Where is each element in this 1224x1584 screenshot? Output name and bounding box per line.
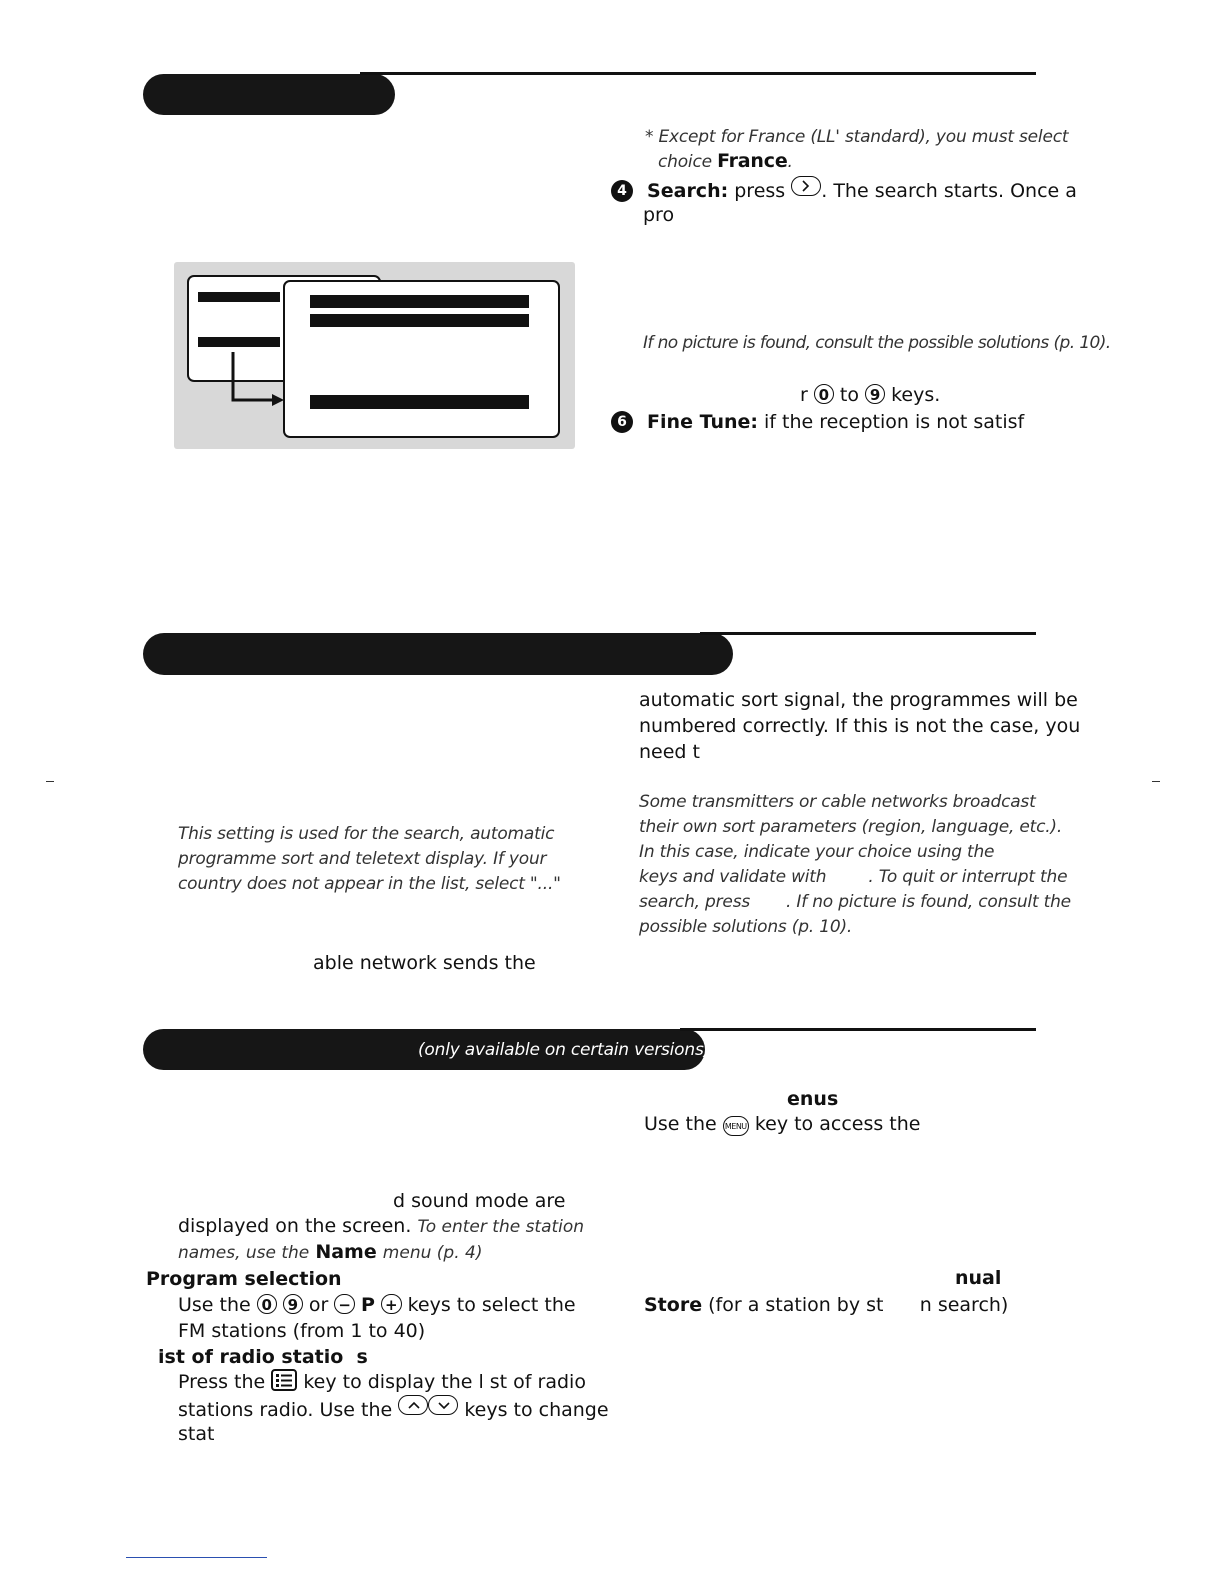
step-5-mid: to — [839, 384, 859, 406]
up-arrow-key-icon — [398, 1395, 428, 1415]
right-arrow-key-icon — [791, 176, 821, 196]
digit-0-key-icon: 0 — [257, 1294, 277, 1314]
sort-note-5 — [639, 890, 1071, 915]
sort-note-1: Some transmitters or cable networks broadcast — [639, 792, 1036, 812]
store-line — [644, 1292, 1008, 1318]
sort-note-5a: search, press — [639, 892, 751, 912]
list-heading-text: ist of radio statio s — [158, 1346, 368, 1368]
list-heading — [158, 1344, 368, 1370]
footer-rule — [126, 1557, 267, 1558]
or-text: or — [308, 1294, 329, 1316]
step-4 — [611, 176, 1077, 204]
digit-9-key-icon: 9 — [283, 1294, 303, 1314]
step-4-number: 4 — [611, 180, 633, 202]
stat-line: stat — [178, 1423, 215, 1445]
list-press-line — [178, 1369, 586, 1395]
country-note-2: programme sort and teletext display. If your — [178, 849, 547, 869]
program-selection-text: Program selection — [146, 1268, 342, 1290]
sort-line-1: automatic sort signal, the programmes will be — [639, 689, 1078, 711]
program-keys-line — [178, 1292, 576, 1318]
menu-key-icon: MENU — [723, 1116, 749, 1136]
use-the: Use the — [178, 1294, 251, 1316]
country-note-3: country does not appear in the list, select "..." — [178, 874, 561, 894]
menu-front-bar-1 — [310, 295, 529, 308]
select-text: keys to select the — [407, 1294, 576, 1316]
sort-line-2: numbered correctly. If this is not the case, you — [639, 715, 1081, 737]
press-the: Press the — [178, 1371, 266, 1393]
country-note-1: This setting is used for the search, automatic — [178, 824, 555, 844]
section-1-rule — [360, 72, 1036, 75]
names-ital-b: menu (p. 4) — [382, 1243, 483, 1263]
sound-mode-line: d sound mode are — [393, 1190, 566, 1212]
menu-line-a: Use the — [644, 1113, 717, 1135]
menus-heading-text: enus — [787, 1088, 839, 1110]
sort-note-4 — [639, 865, 1067, 890]
margin-tick-right — [1152, 781, 1160, 782]
menu-front-bar-2 — [310, 314, 529, 327]
sort-note-6: possible solutions (p. 10). — [639, 917, 853, 937]
stations-a: stations radio. Use the — [178, 1399, 393, 1421]
digit-9-key-icon: 9 — [865, 384, 885, 404]
manual-heading-text: nual — [955, 1267, 1002, 1289]
menu-diagram — [174, 262, 575, 449]
menu-access-line — [644, 1111, 920, 1137]
fm-stations-line: FM stations (from 1 to 40) — [178, 1320, 426, 1342]
names-line — [178, 1239, 482, 1266]
p-label: P — [360, 1294, 375, 1316]
names-bold: Name — [315, 1241, 377, 1263]
sort-line-3: need t — [639, 741, 700, 763]
step-4-text-1: press — [734, 180, 786, 202]
step-6-text: if the reception is not satisf — [764, 411, 1025, 433]
down-arrow-key-icon — [428, 1395, 458, 1415]
step-5-suffix: keys. — [891, 384, 941, 406]
sort-note-4b: . To quit or interrupt the — [868, 867, 1068, 887]
menu-back-bar-1 — [198, 292, 280, 302]
list-key-icon — [271, 1369, 297, 1391]
france-bold: France — [717, 150, 788, 172]
stations-b: keys to change — [464, 1399, 609, 1421]
margin-tick-left — [46, 781, 54, 782]
menu-back-bar-2 — [198, 337, 280, 347]
sort-note-3: In this case, indicate your choice using the — [639, 842, 995, 862]
sort-note-2: their own sort parameters (region, language, etc.). — [639, 817, 1063, 837]
step-4-text-2: . The search starts. Once a — [821, 180, 1077, 202]
france-note-line-2 — [658, 149, 793, 175]
section-2-banner — [143, 633, 733, 675]
choice-suffix: . — [787, 152, 793, 172]
display-text: key to display the l st of radio — [303, 1371, 586, 1393]
section-3-rule — [680, 1028, 1036, 1031]
manual-heading — [955, 1265, 1001, 1291]
store-text: (for a station by st n search) — [708, 1294, 1009, 1316]
cable-network-line: able network sends the — [313, 952, 536, 974]
menu-line-b: key to access the — [754, 1113, 921, 1135]
no-picture-note: If no picture is found, consult the possible solutions (p. 10). — [643, 333, 1111, 353]
minus-key-icon: − — [334, 1294, 355, 1314]
displayed-line — [178, 1213, 584, 1240]
radio-banner-note: (only available on certain versions) — [418, 1040, 711, 1060]
step-6-number: 6 — [611, 411, 633, 433]
menu-arrow-icon — [224, 350, 294, 410]
menus-heading — [787, 1086, 838, 1112]
stations-line — [178, 1395, 609, 1423]
step-4-line-2: pro — [643, 204, 675, 226]
step-5-keys-line — [800, 382, 940, 408]
step-6-label: Fine Tune: — [647, 411, 758, 433]
plus-key-icon: + — [381, 1294, 402, 1314]
sort-note-4a: keys and validate with — [639, 867, 827, 887]
section-2-rule — [700, 632, 1036, 635]
names-ital-a: names, use the — [178, 1243, 310, 1263]
step-5-prefix: r — [800, 384, 808, 406]
program-selection-heading — [146, 1266, 342, 1292]
store-bold: Store — [644, 1294, 703, 1316]
choice-prefix: choice — [658, 152, 712, 172]
france-note-line-1: * Except for France (LL' standard), you must select — [645, 127, 1069, 147]
menu-front-bar-3 — [310, 395, 529, 409]
digit-0-key-icon: 0 — [814, 384, 834, 404]
sort-note-5b: . If no picture is found, consult the — [786, 892, 1071, 912]
step-4-label: Search: — [647, 180, 729, 202]
displayed-text: displayed on the screen. — [178, 1215, 412, 1237]
station-ital: To enter the station — [417, 1217, 585, 1237]
section-1-banner — [143, 74, 395, 115]
step-6 — [611, 409, 1024, 435]
